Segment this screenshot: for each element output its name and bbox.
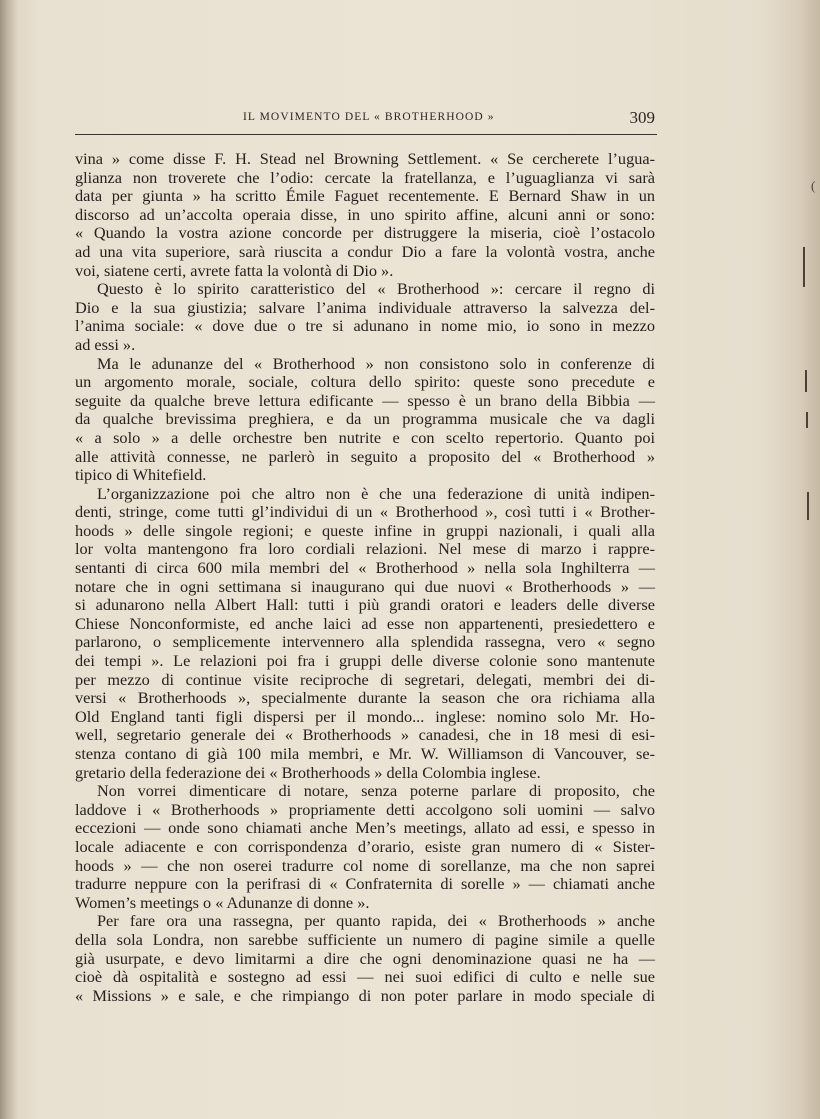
text-line: stenza contano di già 100 mila membri, e Mr. W. Williamson di Vancouver, se-: [75, 744, 655, 763]
text-line: vina » come disse F. H. Stead nel Browning Settlement. « Se cercherete l’ugua-: [75, 149, 655, 168]
text-line: eccezioni — onde sono chiamati anche Men’s meetings, allato ad essi, e spesso in: [75, 818, 655, 838]
text-line: l’anima sociale: « dove due o tre si adunano in nome mio, io sono in mezzo: [75, 316, 655, 336]
text-line: Dio e la sua giustizia; salvare l’anima individuale attraverso la salvezza del-: [75, 297, 655, 317]
text-line: denti, stringe, come tutti gl’individui di un « Brotherhood », così tutti i « Brother-: [75, 502, 655, 522]
text-line: « Quando la vostra azione concorde per distruggere la miseria, cioè l’ostacolo: [75, 223, 655, 243]
text-line: glianza non troverete che l’odio: cercate la fratellanza, e l’uguaglianza vi sarà: [75, 167, 655, 187]
text-line: Old England tanti figli dispersi per il mondo... inglese: nomino solo Mr. Ho-: [75, 706, 655, 726]
text-line: ad una vita superiore, sarà riuscita a condur Dio a fare la volontà vostra, anche: [75, 241, 655, 261]
text-line: Ma le adunanze del « Brotherhood » non consistono solo in conferenze di: [97, 353, 655, 373]
header-rule: [75, 134, 657, 135]
text-line: Women’s meetings o « Adunanze di donne ».: [75, 892, 370, 912]
text-line: voi, siatene certi, avrete fatta la volontà di Dio ».: [75, 260, 394, 280]
text-line: cioè dà ospitalità e sostegno ad essi — nei suoi edifici di culto e nelle sue: [75, 967, 655, 987]
text-line: dei tempi ». Le relazioni poi fra i gruppi delle diverse colonie sono mantenute: [75, 651, 655, 671]
text-line: da qualche brevissima preghiera, e da un programma musicale che va dagli: [75, 409, 655, 429]
text-line: sentanti di circa 600 mila membri del « Brotherhood » nella sola Inghilterra —: [75, 558, 655, 578]
text-line: parlarono, o semplicemente intervennero alla splendida rassegna, vero « segno: [75, 632, 655, 652]
text-line: versi « Brotherhoods », specialmente durante la season che ora richiama alla: [75, 688, 655, 708]
text-line: già usurpate, e devo limitarmi a dire che ogni denominazione quasi ne ha —: [75, 948, 655, 968]
text-line: Per fare ora una rassegna, per quanto rapida, dei « Brotherhoods » anche: [97, 911, 655, 931]
text-line: « a solo » a delle orchestre ben nutrite e con scelto repertorio. Quanto poi: [75, 427, 655, 447]
text-line: L’organizzazione poi che altro non è che una federazione di unità indipen-: [97, 483, 655, 503]
text-line: « Missions » e sale, e che rimpiango di non poter parlare in modo speciale di: [75, 985, 655, 1005]
binding-gutter: [0, 0, 18, 1119]
text-line: alle attività connesse, ne parlerò in seguito a proposito del « Brotherhood »: [75, 446, 655, 466]
margin-pencil-mark: (: [811, 178, 816, 193]
text-line: della sola Londra, non sarebbe sufficiente un numero di pagine simile a quelle: [75, 929, 655, 949]
text-line: discorso ad un’accolta operaia disse, in uno spirito affine, alcuni anni or sono:: [75, 204, 655, 224]
text-line: tradurre neppure con la perifrasi di « Confraternita di sorelle » — chiamati anche: [75, 874, 655, 894]
text-line: per mezzo di continue visite reciproche di segretari, delegati, membri dei di-: [75, 669, 655, 689]
text-line: hoods » delle singole regioni; e queste infine in gruppi nazionali, i quali alla: [75, 520, 655, 540]
text-line: gretario della federazione dei « Brotherhoods » della Colombia inglese.: [75, 762, 541, 782]
text-line: Chiese Nonconformiste, ed anche laici ad esse non appartenenti, presiedettero e: [75, 613, 655, 633]
text-line: tipico di Whitefield.: [75, 465, 207, 485]
text-line: Questo è lo spirito caratteristico del « Brotherhood »: cercare il regno di: [97, 279, 655, 299]
text-line: Non vorrei dimenticare di notare, senza poterne parlare di proposito, che: [97, 781, 655, 801]
text-line: laddove i « Brotherhoods » propriamente detti accolgono soli uomini — salvo: [75, 799, 655, 819]
margin-pencil-mark: [803, 247, 805, 287]
running-head: [75, 108, 655, 130]
margin-pencil-mark: [805, 370, 807, 392]
text-line: lor volta mantengono fra loro cordiali relazioni. Nel mese di marzo i rappre-: [75, 539, 655, 559]
text-line: well, segretario generale dei « Brotherhoods » canadesi, che in 18 mesi di esi-: [75, 725, 655, 745]
text-line: ad essi ».: [75, 334, 136, 354]
text-line: data per giunta » ha scritto Émile Faguet recentemente. E Bernard Shaw in un: [75, 186, 655, 206]
text-line: notare che in ogni settimana si inaugurano qui due nuovi « Brotherhoods » —: [75, 576, 655, 596]
text-line: seguite da qualche breve lettura edificante — spesso è un brano della Bibbia —: [75, 390, 655, 410]
text-line: si adunarono nella Albert Hall: tutti i più grandi oratori e leaders delle diverse: [75, 595, 655, 615]
margin-pencil-mark: [807, 492, 809, 520]
text-line: un argomento morale, sociale, coltura dello spirito: queste sono precedute e: [75, 372, 655, 392]
margin-pencil-mark: [806, 412, 808, 428]
running-title: IL MOVIMENTO DEL « BROTHERHOOD »: [243, 111, 495, 123]
body-text: [75, 150, 655, 1005]
text-line: hoods » — che non oserei tradurre col nome di sorellanze, ma che non saprei: [75, 855, 655, 875]
page-number: 309: [629, 108, 655, 127]
text-line: locale adiacente e con corrispondenza d’orario, esiste gran numero di « Sister-: [75, 836, 655, 856]
